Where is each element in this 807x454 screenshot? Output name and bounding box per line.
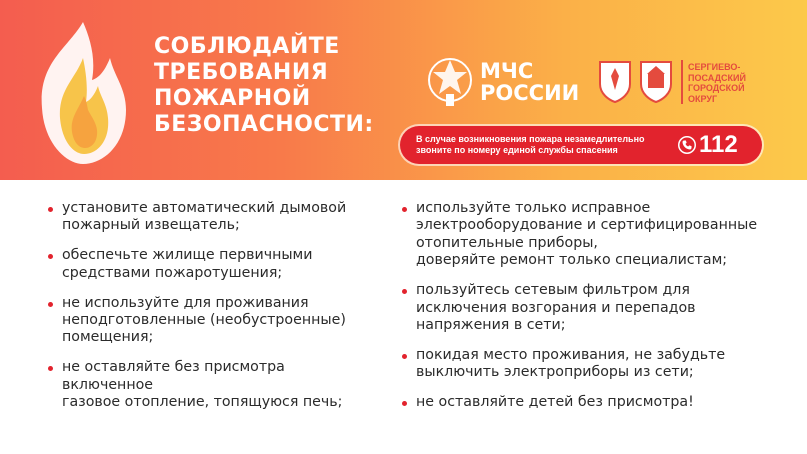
okrug-line: ПОСАДСКИЙ bbox=[688, 72, 746, 83]
mchs-line: МЧС bbox=[480, 59, 534, 83]
list-item-text: пользуйтесь сетевым фильтром для исключения возгорания и перепадов напряжения в сети; bbox=[416, 282, 696, 333]
list-item bbox=[400, 347, 760, 382]
list-item-text: не используйте для проживания неподготовленные (необустроенные) помещения; bbox=[62, 294, 346, 346]
list-item-text: используйте только исправное электрооборудование и сертифицированные отопительные приборы, доверяйте ремонт только специалистам; bbox=[416, 200, 758, 269]
list-item-text: обеспечьте жилище первичными средствами пожаротушения; bbox=[62, 247, 313, 281]
list-item-text: установите автоматический дымовой пожарный извещатель; bbox=[62, 200, 347, 234]
list-item-text: покидая место проживания, не забудьте выключить электроприборы из сети; bbox=[416, 346, 726, 381]
headline bbox=[154, 34, 394, 138]
list-item bbox=[46, 200, 366, 235]
list-item bbox=[46, 247, 366, 282]
mchs-emblem-icon bbox=[427, 50, 473, 110]
emergency-alert bbox=[400, 126, 762, 164]
okrug-line: ОКРУГ bbox=[688, 93, 718, 104]
header-banner bbox=[0, 0, 807, 180]
coat-of-arms-icon bbox=[638, 58, 674, 104]
bullet-icon bbox=[48, 207, 53, 212]
coat-of-arms-icon bbox=[597, 58, 633, 104]
flame-icon bbox=[28, 18, 138, 168]
list-item-text: не оставляйте детей без присмотра! bbox=[416, 394, 694, 411]
list-item bbox=[400, 200, 760, 270]
bullet-icon bbox=[402, 207, 407, 212]
mchs-logo-text bbox=[480, 60, 579, 104]
list-item-text: не оставляйте без присмотра включенное газовое отопление, топящуюся печь; bbox=[62, 359, 343, 411]
alert-line: звоните по номеру единой службы спасения bbox=[416, 145, 618, 155]
headline-line: БЕЗОПАСНОСТИ: bbox=[154, 112, 374, 137]
headline-line: СОБЛЮДАЙТЕ bbox=[154, 34, 340, 59]
phone-icon bbox=[678, 136, 696, 154]
divider bbox=[681, 60, 683, 104]
bullet-icon bbox=[402, 401, 407, 406]
headline-line: ПОЖАРНОЙ bbox=[154, 86, 311, 111]
bullet-icon bbox=[402, 289, 407, 294]
alert-text bbox=[416, 134, 645, 156]
list-item bbox=[400, 394, 760, 411]
list-item bbox=[46, 295, 366, 347]
left-list bbox=[46, 200, 366, 424]
okrug-line: ГОРОДСКОЙ bbox=[688, 83, 745, 93]
bullet-icon bbox=[48, 254, 53, 259]
headline-line: ТРЕБОВАНИЯ bbox=[154, 60, 329, 85]
list-item bbox=[400, 282, 760, 334]
list-item bbox=[46, 359, 366, 411]
bullet-icon bbox=[48, 302, 53, 307]
bullet-icon bbox=[402, 354, 407, 359]
right-list bbox=[400, 200, 760, 424]
phone-number: 112 bbox=[699, 131, 738, 158]
okrug-name bbox=[688, 62, 746, 104]
bullet-icon bbox=[48, 366, 53, 371]
okrug-line: СЕРГИЕВО- bbox=[688, 62, 741, 72]
mchs-line: РОССИИ bbox=[480, 81, 580, 105]
alert-line: В случае возникновения пожара незамедлительно bbox=[416, 134, 645, 144]
